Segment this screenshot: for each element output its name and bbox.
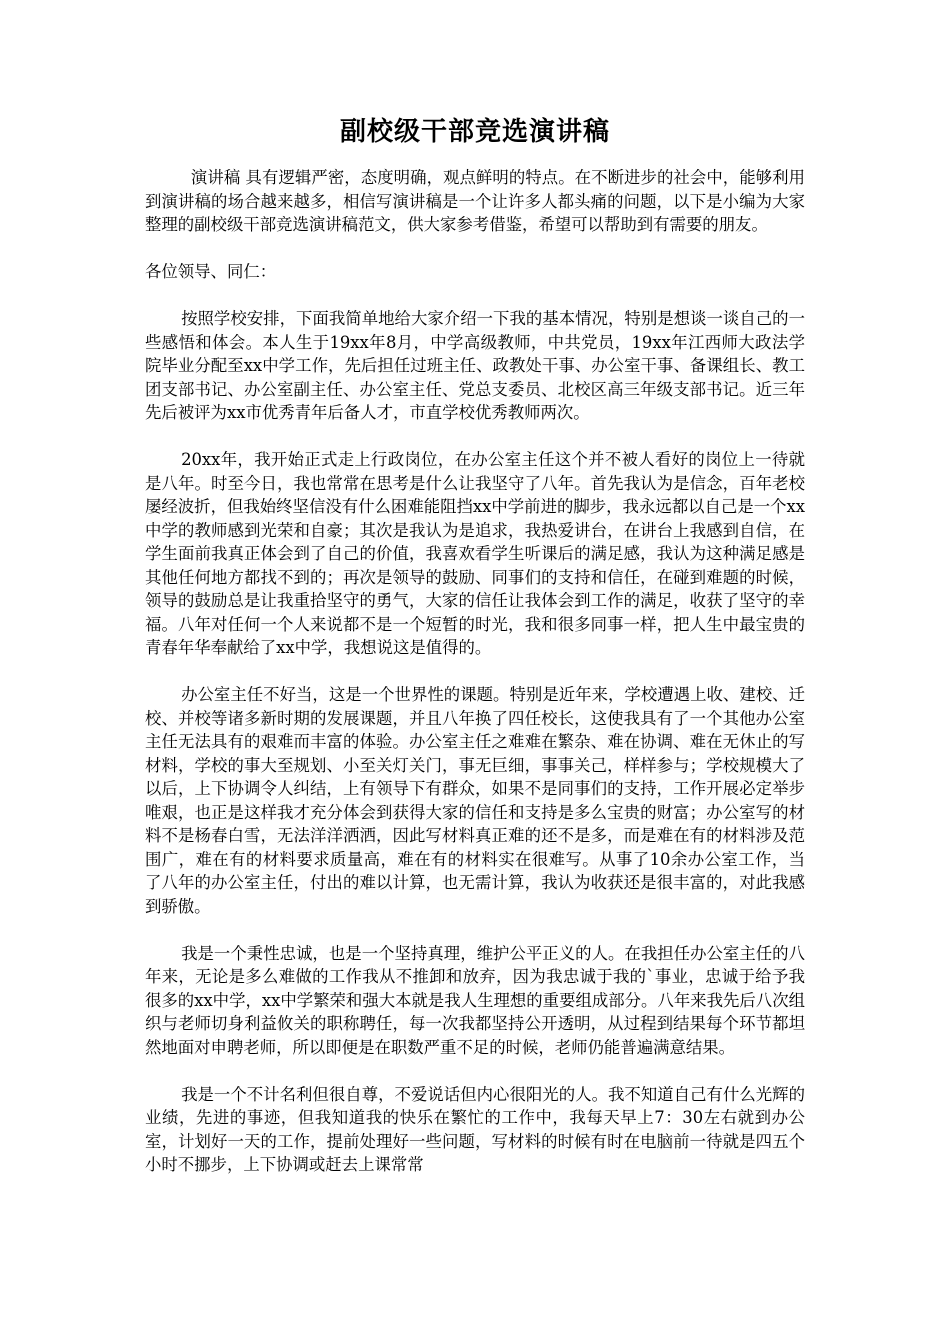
document-page xyxy=(145,112,805,1177)
intro-paragraph: 演讲稿 具有逻辑严密，态度明确，观点鲜明的特点。在不断进步的社会中，能够利用到演讲稿的场合越来越多，相信写演讲稿是一个让许多人都头痛的问题，以下是小编为大家整理的副校级干部竞选演讲稿范文，供大家参考借鉴，希望可以帮助到有需要的朋友。 xyxy=(145,168,805,234)
salutation: 各位领导、同仁： xyxy=(145,262,277,281)
body-paragraph: 我是一个不计名利但很自尊，不爱说话但内心很阳光的人。我不知道自己有什么光辉的业绩，先进的事迹，但我知道我的快乐在繁忙的工作中，我每天早上7：30左右就到办公室，计划好一天的工作，提前处理好一些问题，写材料的时候有时在电脑前一待就是四五个小时不挪步，上下协调或赶去上课常常 xyxy=(145,1084,805,1174)
body-paragraph: 20xx年，我开始正式走上行政岗位，在办公室主任这个并不被人看好的岗位上一待就是八年。时至今日，我也常常在思考是什么让我坚守了八年。首先我认为是信念，百年老校屡经波折，但我始终坚信没有什么困难能阻挡xx中学前进的脚步，我永远都以自己是一个xx中学的教师感到光荣和自豪；其次是我认为是追求，我热爱讲台，在讲台上我感到自信，在学生面前我真正体会到了自己的价值，我喜欢看学生听课后的满足感，我认为这种满足感是其他任何地方都找不到的；再次是领导的鼓励、同事们的支持和信任，在碰到难题的时候，领导的鼓励总是让我重拾坚守的勇气，大家的信任让我体会到工作的满足，收获了坚守的幸福。八年对任何一个人来说都不是一个短暂的时光，我和很多同事一样，把人生中最宝贵的青春年华奉献给了xx中学，我想说这是值得的。 xyxy=(145,450,805,657)
body-paragraph: 办公室主任不好当，这是一个世界性的课题。特别是近年来，学校遭遇上收、建校、迁校、并校等诸多新时期的发展课题，并且八年换了四任校长，这使我具有了一个其他办公室主任无法具有的艰难而丰富的体验。办公室主任之难难在繁杂、难在协调、难在无休止的写材料，学校的事大至规划、小至关灯关门，事无巨细，事事关己，样样参与；学校规模大了以后，上下协调令人纠结，上有领导下有群众，如果不是同事们的支持，工作开展必定举步唯艰，也正是这样我才充分体会到获得大家的信任和支持是多么宝贵的财富；办公室写的材料不是杨春白雪，无法洋洋洒洒，因此写材料真正难的还不是多，而是难在有的材料涉及范围广，难在有的材料要求质量高，难在有的材料实在很难写。从事了10余办公室工作，当了八年的办公室主任，付出的难以计算，也无需计算，我认为收获还是很丰富的，对此我感到骄傲。 xyxy=(145,685,805,916)
body-paragraph: 我是一个秉性忠诚，也是一个坚持真理，维护公平正义的人。在我担任办公室主任的八年来，无论是多么难做的工作我从不推卸和放弃，因为我忠诚于我的`事业，忠诚于给予我很多的xx中学，xx中学繁荣和强大本就是我人生理想的重要组成部分。八年来我先后八次组织与老师切身利益攸关的职称聘任，每一次我都坚持公开透明，从过程到结果每个环节都坦然地面对申聘老师，所以即便是在职数严重不足的时候，老师仍能普遍满意结果。 xyxy=(145,943,805,1057)
body-paragraph: 按照学校安排，下面我简单地给大家介绍一下我的基本情况，特别是想谈一谈自己的一些感悟和体会。本人生于19xx年8月，中学高级教师，中共党员，19xx年江西师大政法学院毕业分配至xx中学工作，先后担任过班主任、政教处干事、办公室干事、备课组长、教工团支部书记、办公室副主任、办公室主任、党总支委员、北校区高三年级支部书记。近三年先后被评为xx市优秀青年后备人才，市直学校优秀教师两次。 xyxy=(145,309,805,422)
document-title: 副校级干部竞选演讲稿 xyxy=(339,117,610,147)
